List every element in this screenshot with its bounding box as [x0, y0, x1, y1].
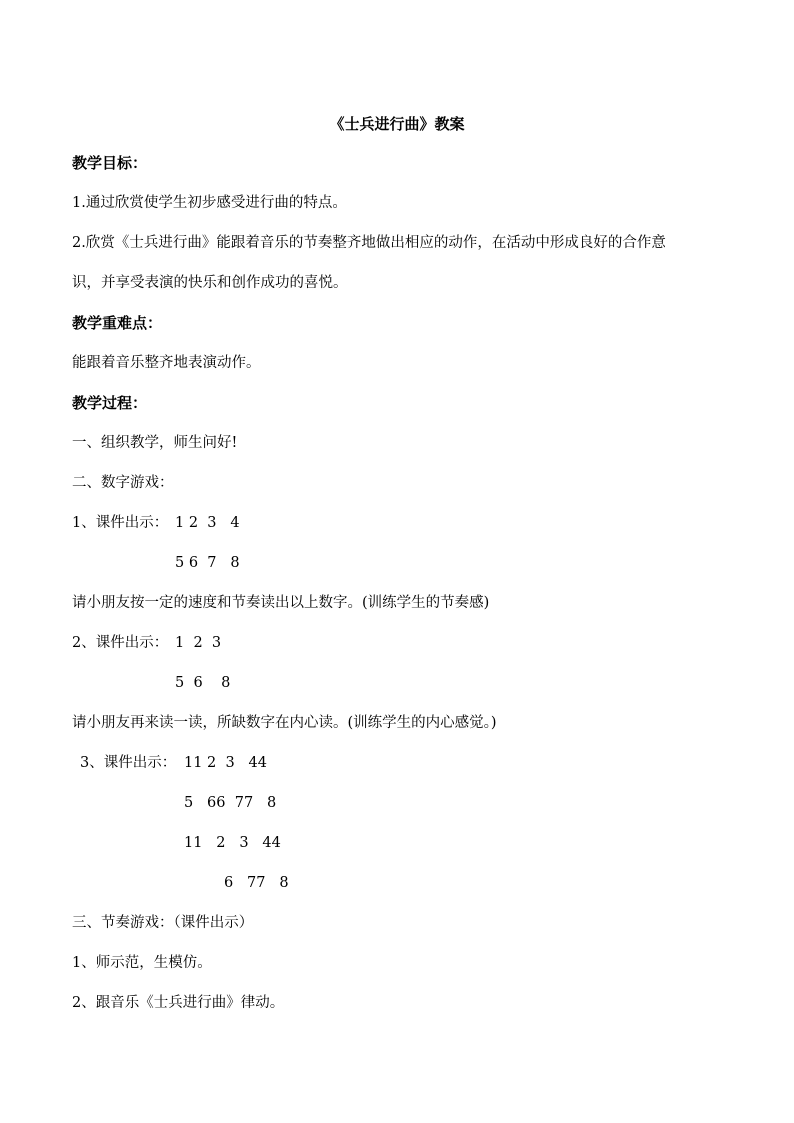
goals-heading: 教学目标：	[72, 154, 148, 172]
step-1: 一、组织教学，师生问好!	[72, 435, 238, 451]
step-3: 三、节奏游戏：（课件出示）	[72, 915, 254, 931]
step-2-1-row-1: 1 2 3 4	[175, 515, 240, 531]
process-heading: 教学过程：	[72, 394, 148, 412]
document-title: 《士兵进行曲》教案	[329, 115, 465, 133]
step-2-2-row-1: 1 2 3	[175, 635, 222, 651]
step-2-2-row-2: 5 6 8	[175, 675, 231, 691]
step-2-1-note: 请小朋友按一定的速度和节奏读出以上数字。(训练学生的节奏感)	[72, 595, 490, 611]
step-2-3-row-2: 5 66 77 8	[184, 795, 277, 811]
goal-2-line-1: 2.欣赏《士兵进行曲》能跟着音乐的节奏整齐地做出相应的动作，在活动中形成良好的合作意	[72, 235, 666, 251]
step-2-3-row-1: 11 2 3 44	[184, 755, 268, 771]
step-2-2-label: 2、课件出示：	[72, 635, 169, 651]
difficulty-heading: 教学重难点：	[72, 314, 163, 332]
step-2-1-row-2: 5 6 7 8	[175, 555, 240, 571]
step-2-3-row-4: 6 77 8	[224, 875, 289, 891]
step-3-1: 1、师示范，生模仿。	[72, 955, 212, 971]
step-2-3-label: 3、课件出示：	[80, 755, 177, 771]
step-3-2: 2、跟音乐《士兵进行曲》律动。	[72, 995, 285, 1011]
goal-2-line-2: 识，并享受表演的快乐和创作成功的喜悦。	[72, 275, 348, 291]
goal-1: 1.通过欣赏使学生初步感受进行曲的特点。	[72, 195, 347, 211]
step-2-2-note: 请小朋友再来读一读，所缺数字在内心读。(训练学生的内心感觉。)	[72, 715, 497, 731]
step-2-3-row-3: 11 2 3 44	[184, 835, 281, 851]
step-2: 二、数字游戏：	[72, 475, 174, 491]
step-2-1-label: 1、课件出示：	[72, 515, 169, 531]
difficulty-text: 能跟着音乐整齐地表演动作。	[72, 355, 261, 371]
